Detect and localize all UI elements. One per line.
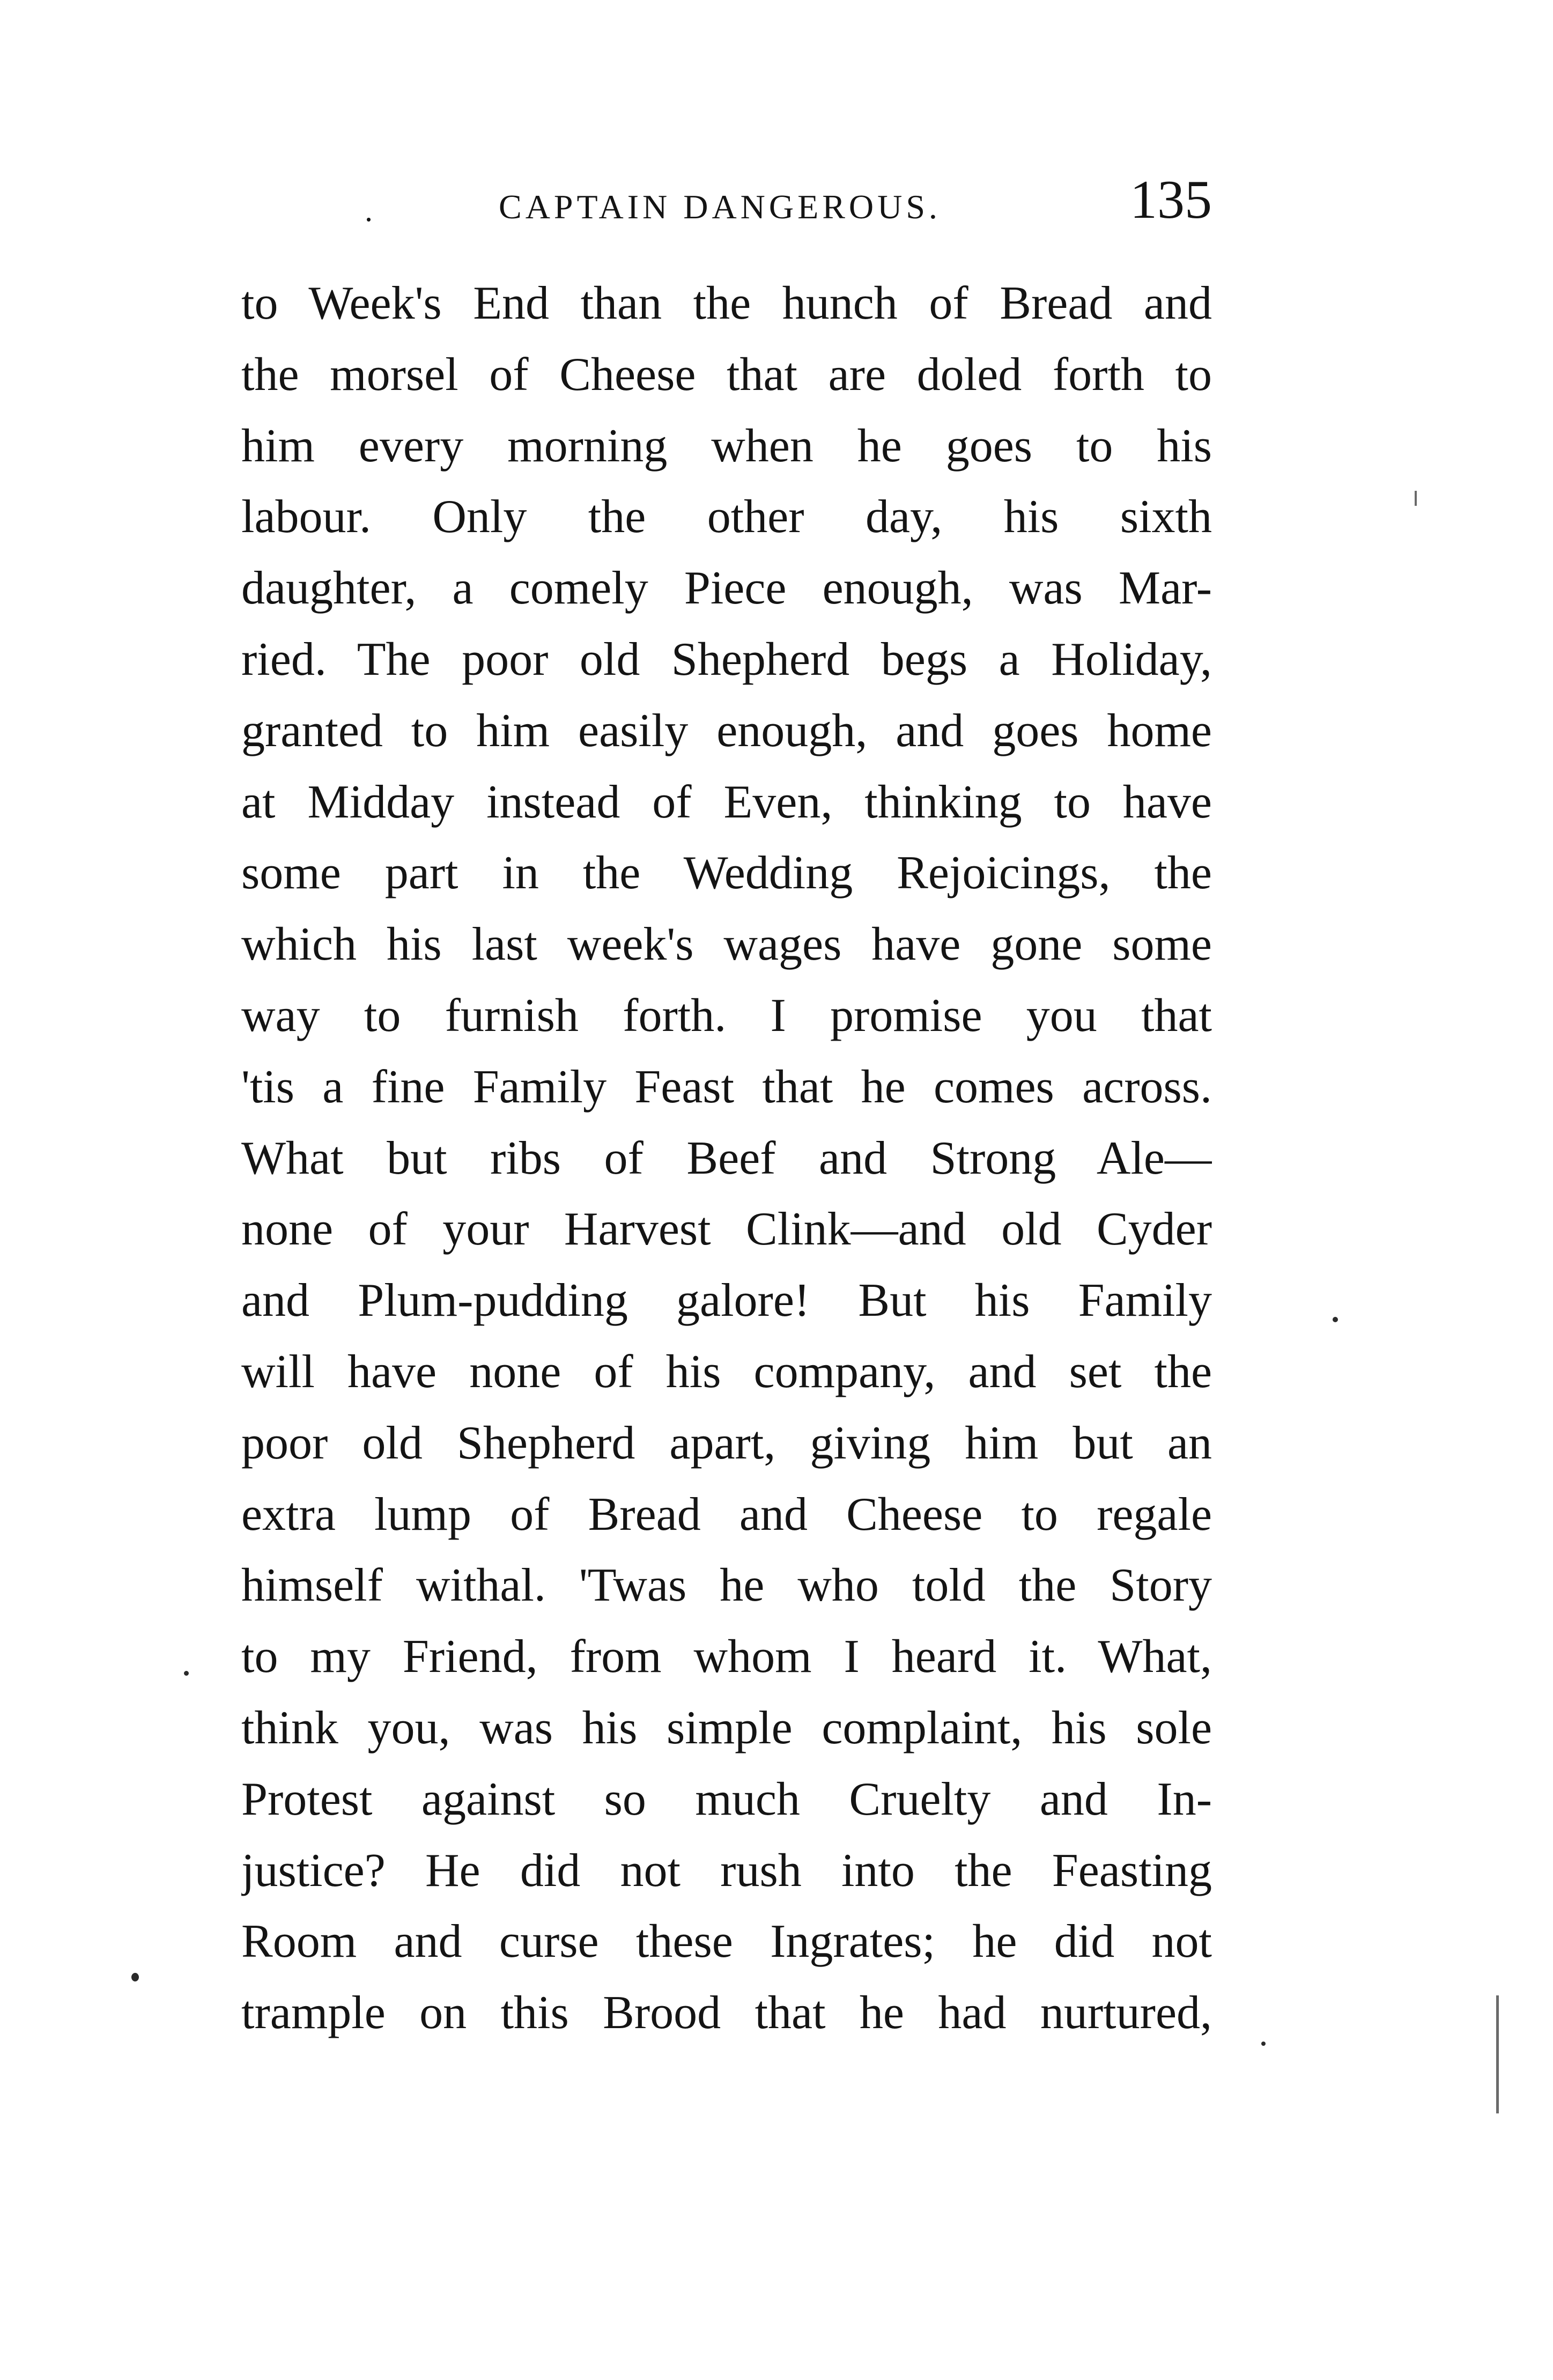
text-line: the morsel of Cheese that are doled forth to: [241, 348, 1212, 401]
body-text: [241, 268, 1212, 2049]
text-line: extra lump of Bread and Cheese to regale: [241, 1488, 1212, 1541]
text-line: himself withal. 'Twas he who told the Story: [241, 1559, 1212, 1612]
margin-mark: [1496, 1995, 1499, 2113]
margin-speck: [131, 1973, 139, 1981]
margin-mark: [1415, 491, 1417, 506]
text-line: granted to him easily enough, and goes home: [241, 704, 1212, 757]
text-line: justice? He did not rush into the Feasting: [241, 1844, 1212, 1897]
text-line: at Midday instead of Even, thinking to have: [241, 776, 1212, 828]
running-head-ornament: .: [365, 193, 373, 228]
text-line: Room and curse these Ingrates; he did not: [241, 1915, 1212, 1968]
page-number: 135: [1130, 170, 1212, 230]
text-line: ried. The poor old Shepherd begs a Holiday,: [241, 633, 1212, 686]
text-line: daughter, a comely Piece enough, was Mar-: [241, 562, 1212, 615]
text-line: none of your Harvest Clink—and old Cyder: [241, 1203, 1212, 1256]
text-line: What but ribs of Beef and Strong Ale—: [241, 1132, 1212, 1184]
text-line: him every morning when he goes to his: [241, 419, 1212, 472]
running-head: [241, 171, 1212, 230]
text-line: and Plum-pudding galore! But his Family: [241, 1274, 1212, 1327]
text-line: think you, was his simple complaint, his sole: [241, 1701, 1212, 1754]
running-head-title: CAPTAIN DANGEROUS.: [499, 188, 941, 226]
text-line: trample on this Brood that he had nurtured,: [241, 1987, 1212, 2039]
margin-speck: [1261, 2042, 1266, 2046]
text-line: to Week's End than the hunch of Bread and: [241, 277, 1212, 329]
margin-speck: [1333, 1317, 1338, 1322]
text-line: labour. Only the other day, his sixth: [241, 491, 1212, 543]
text-line: Protest against so much Cruelty and In-: [241, 1773, 1212, 1825]
text-line: poor old Shepherd apart, giving him but an: [241, 1417, 1212, 1469]
text-line: 'tis a fine Family Feast that he comes across.: [241, 1060, 1212, 1113]
text-line: some part in the Wedding Rejoicings, the: [241, 847, 1212, 900]
margin-speck: [184, 1671, 189, 1676]
text-line: will have none of his company, and set the: [241, 1345, 1212, 1398]
text-line: way to furnish forth. I promise you that: [241, 989, 1212, 1042]
text-line: to my Friend, from whom I heard it. What,: [241, 1631, 1212, 1683]
text-line: which his last week's wages have gone some: [241, 918, 1212, 971]
